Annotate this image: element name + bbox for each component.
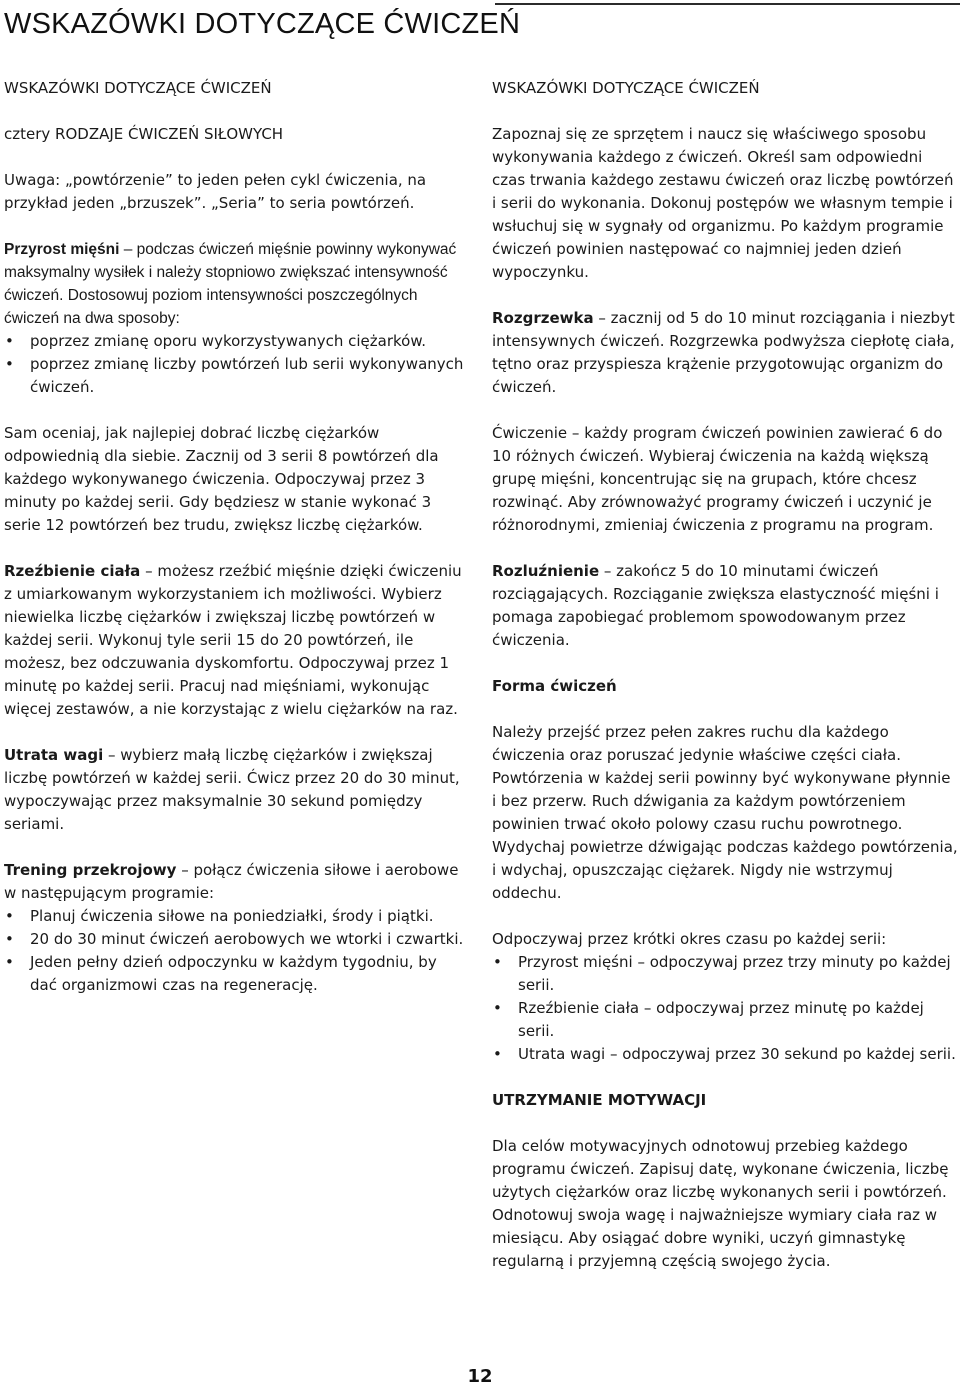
rest-intro: Odpoczywaj przez krótki okres czasu po każdej serii: [492,930,887,948]
intro-paragraph: Zapoznaj się ze sprzętem i naucz się właściwego sposobu wykonywania każdego z ćwiczeń. Określ sam odpowiedni czas trwania każdego zestawu ćwiczeń oraz liczbę powtórzeń i serii do wykonania. Dokonuj postępów we własnym tempie i wsłuchuj się w sygnały od organizmu. Po każdym programie ćwiczeń powinien następować co najmniej jeden dzień wypoczynku. [492,125,954,281]
motivation-heading: UTRZYMANIE MOTYWACJI [492,1091,707,1109]
muscle-gain-list [4,330,466,399]
strength-types-subheading: cztery RODZAJE ĆWICZEŃ SIŁOWYCH [4,125,284,143]
muscle-gain-term: Przyrost mięśni [4,241,120,258]
sculpting-text: – możesz rzeźbić mięśnie dzięki ćwiczeniu z umiarkowanym wykorzystaniem ich możliwości. Wybierz niewielka liczbę ciężarków i zwiększaj liczbę powtórzeń w każdej serii. Wykonuj tyle serii 15 do 20 powtórzeń, ile możesz, bez odczuwania dyskomfortu. Odpoczywaj przez 1 minutę po każdej serii. Pracuj nad mięśniami, wykonując więcej zestawów, a nie korzystając z wielu ciężarków na raz. [4,562,462,718]
cross-training-text: – połącz ćwiczenia siłowe i aerobowe w następującym programie: [4,861,459,902]
list-item: • poprzez zmianę oporu wykorzystywanych ciężarków. [4,330,466,353]
right-column [492,77,958,1296]
list-item: • Rzeźbienie ciała – odpoczywaj przez minutę po każdej serii. [492,997,958,1043]
page-title: WSKAZÓWKI DOTYCZĄCE ĆWICZEŃ [4,8,521,40]
warmup-paragraph [492,307,958,399]
list-item: • 20 do 30 minut ćwiczeń aerobowych we wtorki i czwartki. [4,928,466,951]
weight-loss-paragraph [4,744,466,836]
sculpting-term: Rzeźbienie ciała [4,562,141,580]
motivation-paragraph: Dla celów motywacyjnych odnotowuj przebieg każdego programu ćwiczeń. Zapisuj datę, wykonane ćwiczenia, liczbę użytych ciężarków oraz liczbę wykonanych serii i powtórzeń. Odnotowuj swoja wagę i najważniejsze wymiary ciała raz w miesiącu. Aby osiągać dobre wyniki, uczyń gimnastykę regularną i przyjemną częścią swojego życia. [492,1137,949,1270]
form-paragraph: Należy przejść przez pełen zakres ruchu dla każdego ćwiczenia oraz poruszać jedynie właściwe części ciała. Powtórzenia w każdej serii powinny być wykonywane płynnie i bez przerw. Ruch dźwigania za każdym powtórzeniem powinien trwać około polowy czasu ruchu powrotnego. Wydychaj powietrze dźwigając podczas każdego powtórzenia, i wdychaj, opuszczając ciężarek. Nigdy nie wstrzymuj oddechu. [492,723,958,902]
cooldown-text: – zakończ 5 do 10 minutami ćwiczeń rozciągających. Rozciąganie zwiększa elastyczność mięśni i pomaga zapobiegać problemom spowodowanym przez ćwiczenia. [492,562,939,649]
muscle-gain-paragraph [4,238,466,330]
cross-training-paragraph [4,859,466,905]
cooldown-term: Rozluźnienie [492,562,600,580]
list-item: • Jeden pełny dzień odpoczynku w każdym tygodniu, by dać organizmowi czas na regenerację. [4,951,466,997]
weight-loss-term: Utrata wagi [4,746,104,764]
rest-list [492,951,958,1066]
list-item: • poprzez zmianę liczby powtórzeń lub serii wykonywanych ćwiczeń. [4,353,466,399]
list-item: • Przyrost mięśni – odpoczywaj przez trzy minuty po każdej serii. [492,951,958,997]
muscle-gain-text: – podczas ćwiczeń mięśnie powinny wykonywać maksymalny wysiłek i należy stopniowo zwiększać intensywność ćwiczeń. Dostosowuj poziom intensywności poszczególnych ćwiczeń na dwa sposoby: [4,241,457,327]
right-section-heading: WSKAZÓWKI DOTYCZĄCE ĆWICZEŃ [492,79,760,97]
list-item: • Utrata wagi – odpoczywaj przez 30 sekund po każdej serii. [492,1043,958,1066]
page-number: 12 [467,1366,493,1387]
left-section-heading: WSKAZÓWKI DOTYCZĄCE ĆWICZEŃ [4,79,272,97]
header-rule [495,3,960,5]
sculpting-paragraph [4,560,466,721]
repetition-note: Uwaga: „powtórzenie” to jeden pełen cykl ćwiczenia, na przykład jeden „brzuszek”. „Seria” to seria powtórzeń. [4,171,427,212]
form-heading: Forma ćwiczeń [492,677,617,695]
left-column [4,77,466,1020]
cross-training-term: Trening przekrojowy [4,861,177,879]
self-assess-paragraph: Sam oceniaj, jak najlepiej dobrać liczbę ciężarków odpowiednią dla siebie. Zacznij od 3 serii 8 powtórzeń dla każdego wykonywanego ćwiczenia. Odpoczywaj przez 3 minuty po każdej serii. Gdy będziesz w stanie wykonać 3 serie 12 powtórzeń bez trudu, zwiększ liczbę ciężarków. [4,424,439,534]
warmup-text: – zacznij od 5 do 10 minut rozciągania i niezbyt intensywnych ćwiczeń. Rozgrzewka podwyższa ciepłotę ciała, tętno oraz przyspiesza krążenie przygotowując organizm do ćwiczeń. [492,309,955,396]
cooldown-paragraph [492,560,958,652]
weight-loss-text: – wybierz małą liczbę ciężarków i zwiększaj liczbę powtórzeń w każdej serii. Ćwicz przez 20 do 30 minut, wypoczywając przez maksymalnie 30 sekund pomiędzy seriami. [4,746,460,833]
warmup-term: Rozgrzewka [492,309,594,327]
cross-training-list [4,905,466,997]
list-item: • Planuj ćwiczenia siłowe na poniedziałki, środy i piątki. [4,905,466,928]
exercise-paragraph: Ćwiczenie – każdy program ćwiczeń powinien zawierać 6 do 10 różnych ćwiczeń. Wybieraj ćwiczenia na każdą większą grupę mięśni, koncentrując się na grupach, które chcesz rozwinąć. Aby zrównoważyć programy ćwiczeń i uczynić je różnorodnymi, zmieniaj ćwiczenia z programu na program. [492,424,943,534]
